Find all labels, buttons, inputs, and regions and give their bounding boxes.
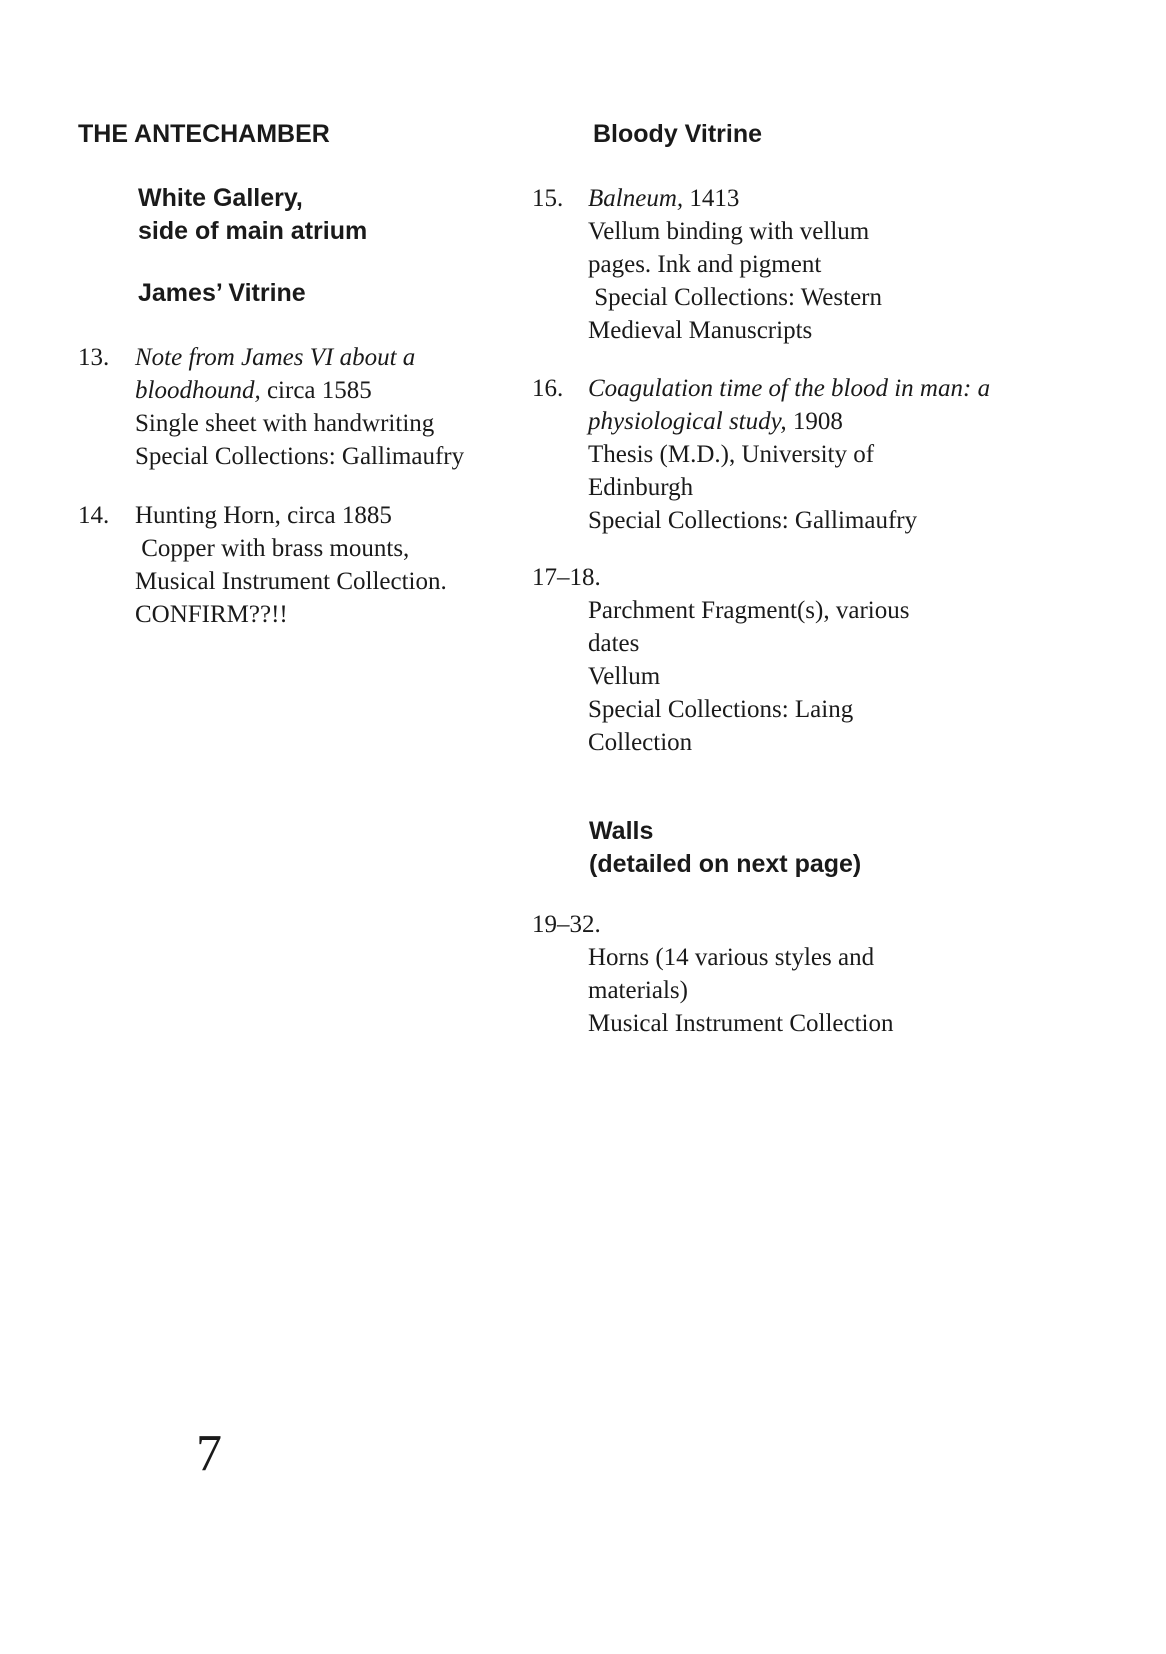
james-vitrine-heading: James’ Vitrine [138,279,306,307]
entry-title-cont: physiological study, [588,408,787,435]
gallery-heading [138,182,367,248]
entry-line: Musical Instrument Collection [588,1010,894,1037]
entry-line: Horns (14 various styles and [588,944,875,971]
entry-line: Special Collections: Western [588,284,882,311]
entry-line: Special Collections: Gallimaufry [588,507,918,534]
entry-line: Vellum binding with vellum [588,218,870,245]
entry-number: 14. [78,502,110,529]
entry-line: pages. Ink and pigment [588,251,822,278]
gallery-heading-line1: White Gallery, [138,184,303,212]
entry-line: Edinburgh [588,474,694,501]
entry-body [588,594,909,759]
entry-number: 15. [532,185,564,212]
entry-line: materials) [588,977,688,1004]
entry-line: Medieval Manuscripts [588,317,813,344]
entry-title: Hunting Horn, circa 1885 [135,502,392,529]
entry-line: dates [588,630,640,657]
entry-number: 19–32. [532,911,601,938]
entry-title-cont: bloodhound, [135,377,261,404]
entry-body [588,941,894,1040]
entry-line: Collection [588,729,693,756]
entry-date: 1908 [786,408,843,435]
gallery-heading-line2: side of main atrium [138,217,368,245]
entry-title: Coagulation time of the blood in man: a [588,375,991,402]
entry-title: Note from James VI about a [135,344,416,371]
entry-line: Single sheet with handwriting [135,410,435,437]
entry-line: Parchment Fragment(s), various [588,597,910,624]
entry-line: Musical Instrument Collection. [135,568,447,595]
section-title: THE ANTECHAMBER [78,120,330,148]
entry-line: Vellum [588,663,661,690]
entry-line: Copper with brass mounts, [135,535,410,562]
entry-number: 16. [532,375,564,402]
entry-body [135,499,447,631]
entry-number: 17–18. [532,564,601,591]
entry-number: 13. [78,344,110,371]
entry-body [588,182,882,347]
page-number: 7 [196,1425,222,1482]
entry-line: Special Collections: Laing [588,696,854,723]
entry-body [588,372,990,537]
walls-heading [589,815,861,881]
entry-line: Special Collections: Gallimaufry [135,443,465,470]
entry-date: 1413 [683,185,740,212]
entry-body [135,341,464,473]
walls-heading-line1: Walls [589,817,654,845]
entry-title: Balneum, [588,185,684,212]
entry-line: CONFIRM??!! [135,601,288,628]
entry-line: Thesis (M.D.), University of [588,441,875,468]
entry-date: circa 1585 [260,377,372,404]
walls-heading-line2: (detailed on next page) [589,850,862,878]
bloody-vitrine-heading: Bloody Vitrine [593,120,763,148]
